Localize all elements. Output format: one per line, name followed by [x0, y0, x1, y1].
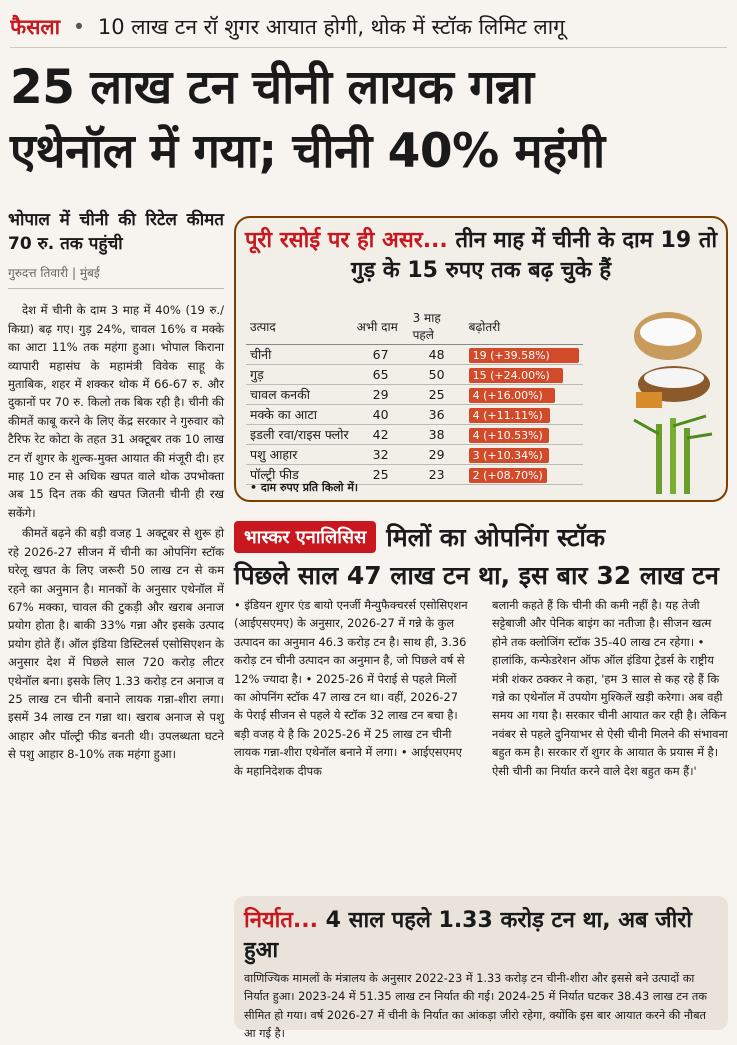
analysis-column-1: • इंडियन शुगर एंड बायो एनर्जी मैन्युफैक्चरर्स एसोसिएशन (आईएसएमए) के अनुसार, 2026-27 में गन्ने के कुल उत्पादन का अनुमान 46.3 करोड़ टन है। साथ ही, 3.36 करोड़ टन चीनी उत्पादन का अनुमान है, जो पिछले वर्ष से 12% ज्यादा है। • 2025-26 में पेराई से पहले मिलों का ओपनिंग स्टॉक 47 लाख टन था। वहीं, 2026-27 के पेराई सीजन से पहले ये स्टॉक 32 लाख टन बचा है। बड़ी वजह ये है कि 2025-26 में 25 लाख टन चीनी लायक गन्ना-शीरा एथेनॉल बनाने में लगा। • आईएसएमए के महानिदेशक दीपक	[234, 598, 468, 778]
col-item: उत्पाद	[246, 308, 353, 345]
bullet-icon: •	[72, 15, 86, 39]
rise-bar: 15 (+24.00%)	[469, 368, 563, 383]
row-item: इडली रवा/राइस फ्लोर	[246, 425, 353, 445]
row-before: 48	[409, 345, 465, 365]
rise-bar: 4 (+11.11%)	[469, 408, 550, 423]
analysis-badge: भास्कर एनालिसिस	[234, 521, 376, 553]
col-rise: बढ़ोतरी	[465, 308, 583, 345]
rise-bar: 19 (+39.58%)	[469, 348, 579, 363]
table-row	[246, 405, 583, 425]
left-column	[8, 208, 224, 766]
row-now: 25	[353, 465, 409, 485]
price-box	[234, 216, 728, 502]
row-before: 38	[409, 425, 465, 445]
rise-bar: 3 (+10.34%)	[469, 448, 549, 463]
row-now: 40	[353, 405, 409, 425]
export-heading-red: निर्यात...	[244, 908, 318, 933]
table-row	[246, 345, 583, 365]
price-note: • दाम रुपए प्रति किलो में।	[250, 481, 359, 494]
price-box-heading	[236, 218, 726, 286]
row-before: 29	[409, 445, 465, 465]
price-table	[246, 308, 583, 485]
analysis-body	[234, 596, 728, 780]
row-before: 25	[409, 385, 465, 405]
headline	[10, 56, 727, 184]
left-paragraph-1: देश में चीनी के दाम 3 माह में 40% (19 रु./किग्रा) बढ़ गए। गुड़ 24%, चावल 16% व मक्के का आटा 11% तक महंगा हुआ। भोपाल किराना व्यापारी महासंघ के महामंत्री विवेक साहू के मुताबिक, शहर में शक्कर थोक में 66-67 रु. और दुकानों पर 70 रु. किलो तक बिक रही है। चीनी की कीमतें काबू करने के लिए केंद्र सरकार ने गुरुवार को टैरिफ रेट कोटा के तहत 31 अक्टूबर तक 10 लाख टन रॉ शुगर के शुल्क-मुक्त आयात की मंजूरी दी। हर माह 10 टन से अधिक खपत वाले थोक उपभोक्ता अब 15 दिन तक की खपत जितनी चीनी ही रख सकेंगे।	[8, 303, 224, 520]
table-row	[246, 385, 583, 405]
analysis-title-2: पिछले साल 47 लाख टन था, इस बार 32 लाख टन	[234, 561, 719, 590]
table-row	[246, 445, 583, 465]
headline-line2: एथेनॉल में गया; चीनी 40% महंगी	[10, 124, 605, 179]
table-row	[246, 365, 583, 385]
price-box-heading-rest: तीन माह में चीनी के दाम 19 तो गुड़ के 15 रुपए तक बढ़ चुके हैं	[350, 228, 718, 283]
row-now: 42	[353, 425, 409, 445]
export-box	[234, 896, 728, 1041]
row-item: गुड़	[246, 365, 353, 385]
export-body: वाणिज्यिक मामलों के मंत्रालय के अनुसार 2022-23 में 1.33 करोड़ टन चीनी-शीरा और इससे बने उत्पादों का निर्यात हुआ। 2023-24 में 51.35 लाख टन निर्यात की गई। 2024-25 में निर्यात घटकर 38.43 लाख टन तक सीमित हो गया। वर्ष 2026-27 में चीनी के निर्यात का आंकड़ा जीरो रहेगा, क्योंकि इस बार आयात करने की नौबत आ गई है।	[244, 972, 707, 1041]
sugarcane-icon	[626, 414, 716, 494]
row-item: चावल कनकी	[246, 385, 353, 405]
analysis-column-2: बलानी कहते हैं कि चीनी की कमी नहीं है। यह तेजी सट्टेबाजी और पेनिक बाइंग का नतीजा है। सीजन खत्म होने तक क्लोजिंग स्टॉक 35-40 लाख टन रहेगा। • हालांकि, कन्फेडरेशन ऑफ ऑल इंडिया ट्रेडर्स के राष्ट्रीय मंत्री शंकर ठक्कर ने कहा, 'हम 3 साल से कह रहे हैं कि गन्ने का एथेनॉल में उपयोग मुश्किलें खड़ी करेगा। अब वही समय आ गया है। सरकार चीनी आयात कर रही है। लेकिन नवंबर से पहले दुनियाभर से ऐसी चीनी मिलने की संभावना बहुत कम है। सरकार रॉ शुगर के आयात के प्रयास में है। ऐसी चीनी का निर्यात करने वाले देश बहुत कम हैं।'	[492, 598, 728, 778]
price-box-heading-red: पूरी रसोई पर ही असर...	[244, 228, 448, 253]
col-now: अभी दाम	[353, 308, 409, 345]
left-paragraph-2: कीमतें बढ़ने की बड़ी वजह 1 अक्टूबर से शुरू हो रहे 2026-27 सीजन में चीनी का ओपनिंग स्टॉक घरेलू खपत के लिए जरूरी 50 लाख टन से कम रहने का अनुमान है। मानकों के अनुसार एथेनॉल में 67% मक्का, चावल की टुकड़ी और खराब अनाज प्रयोग होता है। बाकी 33% गन्ना और इसके उत्पाद प्रयोग होते हैं। ऑल इंडिया डिस्टिलर्स एसोसिएशन के अनुसार देश में पिछले साल 720 करोड़ लीटर एथेनॉल बना। इसके लिए 1.33 करोड़ टन अनाज व 25 लाख टन चीनी बनाने लायक गन्ना-शीरा लगा। इसमें 34 लाख टन गन्ना था। खराब अनाज से पशु आहार और पॉल्ट्री फीड बनती थी। उपलब्धता घटने से पशु आहार 8-10% तक महंगा हुआ।	[8, 526, 224, 762]
export-heading	[244, 904, 718, 964]
rise-bar: 4 (+10.53%)	[469, 428, 550, 443]
row-item: पशु आहार	[246, 445, 353, 465]
left-subhead: भोपाल में चीनी की रिटेल कीमत 70 रु. तक पहुंची	[8, 210, 224, 254]
row-before: 50	[409, 365, 465, 385]
col-before: 3 माह पहले	[409, 308, 465, 345]
row-item: पॉल्ट्री फीड	[246, 465, 353, 485]
price-table-header	[246, 308, 583, 345]
kicker	[10, 8, 727, 48]
rise-bar: 2 (+08.70%)	[469, 468, 548, 483]
row-item: मक्के का आटा	[246, 405, 353, 425]
row-before: 36	[409, 405, 465, 425]
rise-bar: 4 (+16.00%)	[469, 388, 555, 403]
analysis-header	[234, 520, 728, 592]
row-now: 32	[353, 445, 409, 465]
kicker-text: 10 लाख टन रॉ शुगर आयात होगी, थोक में स्टॉक लिमिट लागू	[97, 15, 566, 39]
byline: गुरुदत्त तिवारी | मुंबई	[8, 264, 224, 289]
row-now: 29	[353, 385, 409, 405]
row-before: 23	[409, 465, 465, 485]
table-row	[246, 425, 583, 445]
row-now: 65	[353, 365, 409, 385]
headline-line1: 25 लाख टन चीनी लायक गन्ना	[10, 60, 534, 115]
analysis-title-1: मिलों का ओपनिंग स्टॉक	[386, 523, 606, 552]
export-heading-rest: 4 साल पहले 1.33 करोड़ टन था, अब जीरो हुआ	[244, 908, 692, 963]
row-now: 67	[353, 345, 409, 365]
sugar-bowl-icon	[626, 302, 716, 412]
kicker-label: फैसला	[10, 15, 61, 39]
row-item: चीनी	[246, 345, 353, 365]
